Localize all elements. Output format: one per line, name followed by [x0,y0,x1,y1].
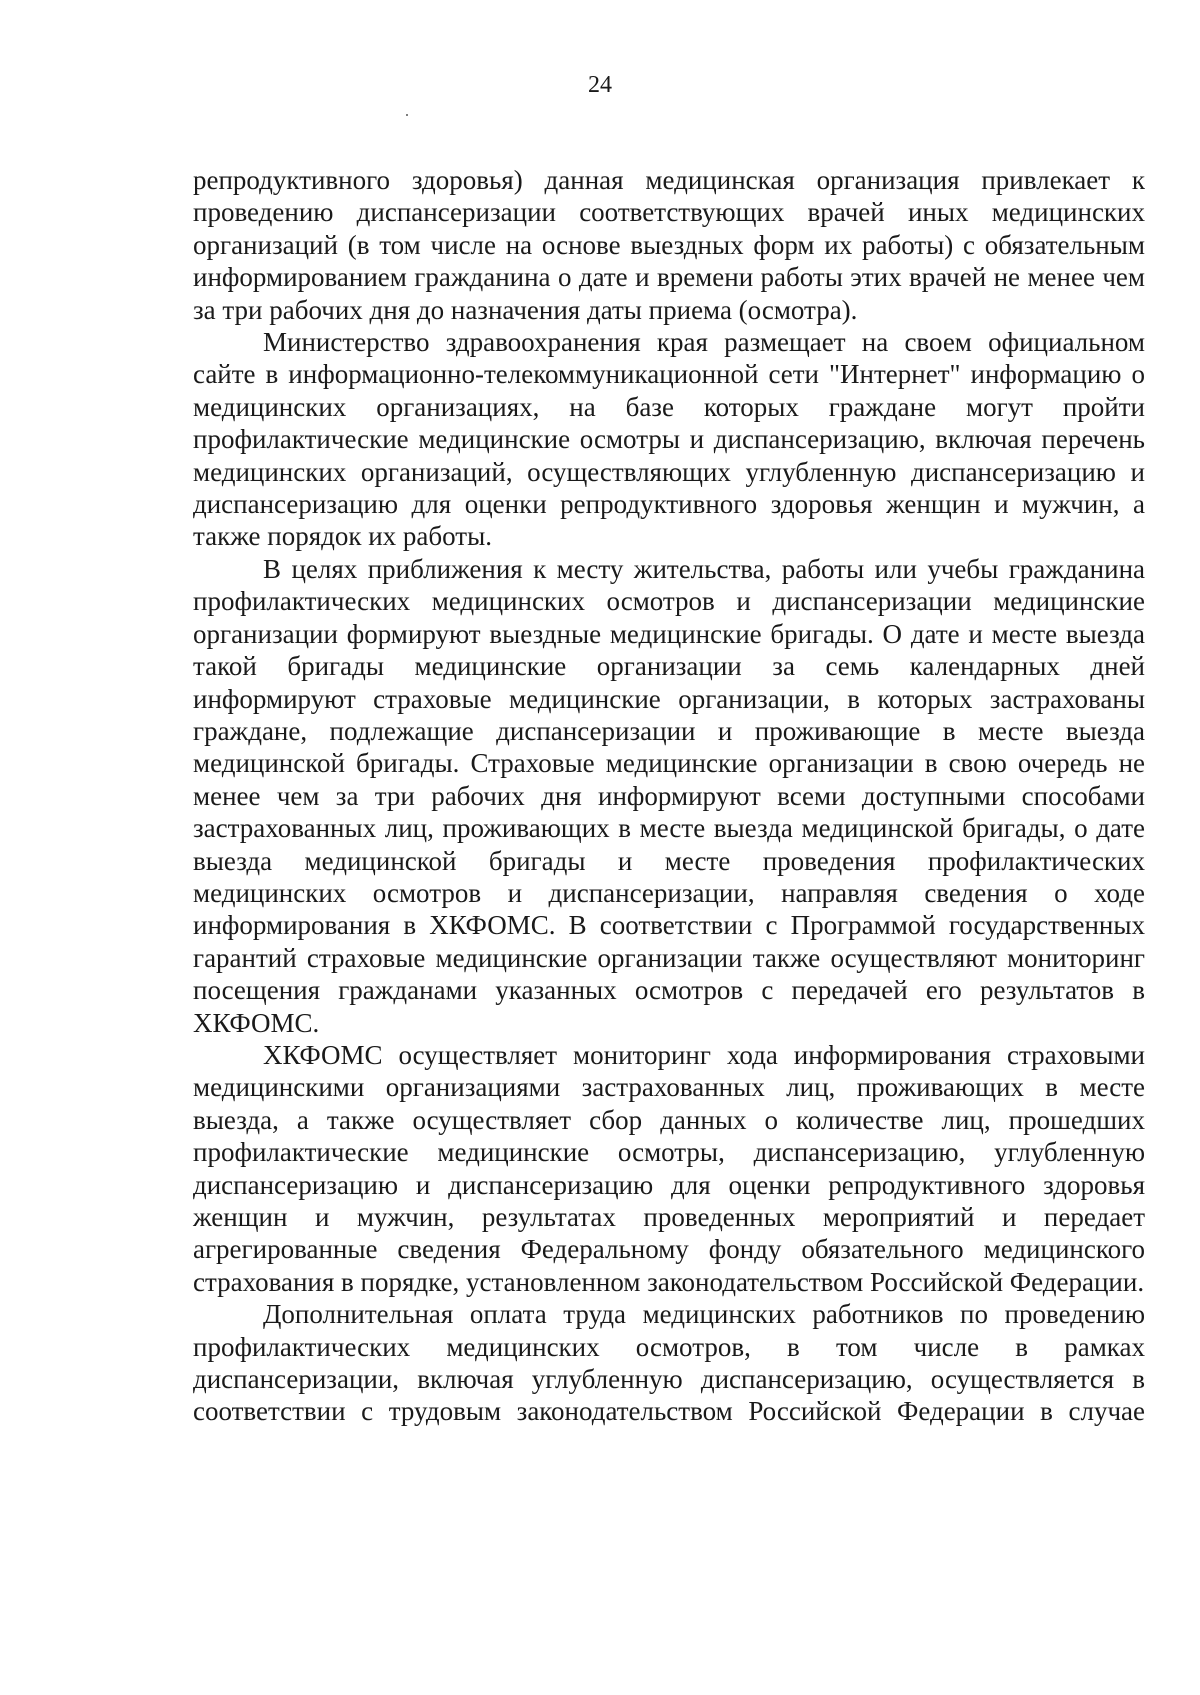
scan-speck [406,114,408,116]
paragraph-additional-pay: Дополнительная оплата труда медицинских работников по проведению профилактических медицинских осмотров, в том числе в рамках диспансеризации, включая углубленную диспансеризацию, осуществляется в соответствии с трудовым законодательством Российской Федерации в случае [193,1299,1145,1427]
paragraph-hkfoms-monitoring: ХКФОМС осуществляет мониторинг хода информирования страховыми медицинскими организациями застрахованных лиц, проживающих в месте выезда, а также осуществляет сбор данных о количестве лиц, прошедших профилактические медицинские осмотры, диспансеризацию, углубленную диспансеризацию и диспансеризацию для оценки репродуктивного здоровья женщин и мужчин, результатах проведенных мероприятий и передает агрегированные сведения Федеральному фонду обязательного медицинского страхования в порядке, установленном законодательством Российской Федерации. [193,1039,1145,1297]
page-number: 24 [588,72,612,98]
document-body [193,164,1145,1428]
paragraph-mobile-brigades: В целях приближения к месту жительства, работы или учебы гражданина профилактических медицинских осмотров и диспансеризации медицинские организации формируют выездные медицинские бригады. О дате и месте выезда такой бригады медицинские организации за семь календарных дней информируют страховые медицинские организации, в которых застрахованы граждане, подлежащие диспансеризации и проживающие в месте выезда медицинской бригады. Страховые медицинские организации в свою очередь не менее чем за три рабочих дня информируют всеми доступными способами застрахованных лиц, проживающих в месте выезда медицинской бригады, о дате выезда медицинской бригады и месте проведения профилактических медицинских осмотров и диспансеризации, направляя сведения о ходе информирования в ХКФОМС. В соответствии с Программой государственных гарантий страховые медицинские организации также осуществляют мониторинг посещения гражданами указанных осмотров с передачей его результатов в ХКФОМС. [193,553,1145,1038]
paragraph-ministry-website: Министерство здравоохранения края размещает на своем официальном сайте в информационно-телекоммуникационной сети "Интернет" информацию о медицинских организациях, на базе которых граждане могут пройти профилактические медицинские осмотры и диспансеризацию, включая перечень медицинских организаций, осуществляющих углубленную диспансеризацию и диспансеризацию для оценки репродуктивного здоровья женщин и мужчин, а также порядок их работы. [193,327,1145,552]
paragraph-continuation: репродуктивного здоровья) данная медицинская организация привлекает к проведению диспансеризации соответствующих врачей иных медицинских организаций (в том числе на основе выездных форм их работы) с обязательным информированием гражданина о дате и времени работы этих врачей не менее чем за три рабочих дня до назначения даты приема (осмотра). [193,165,1145,325]
